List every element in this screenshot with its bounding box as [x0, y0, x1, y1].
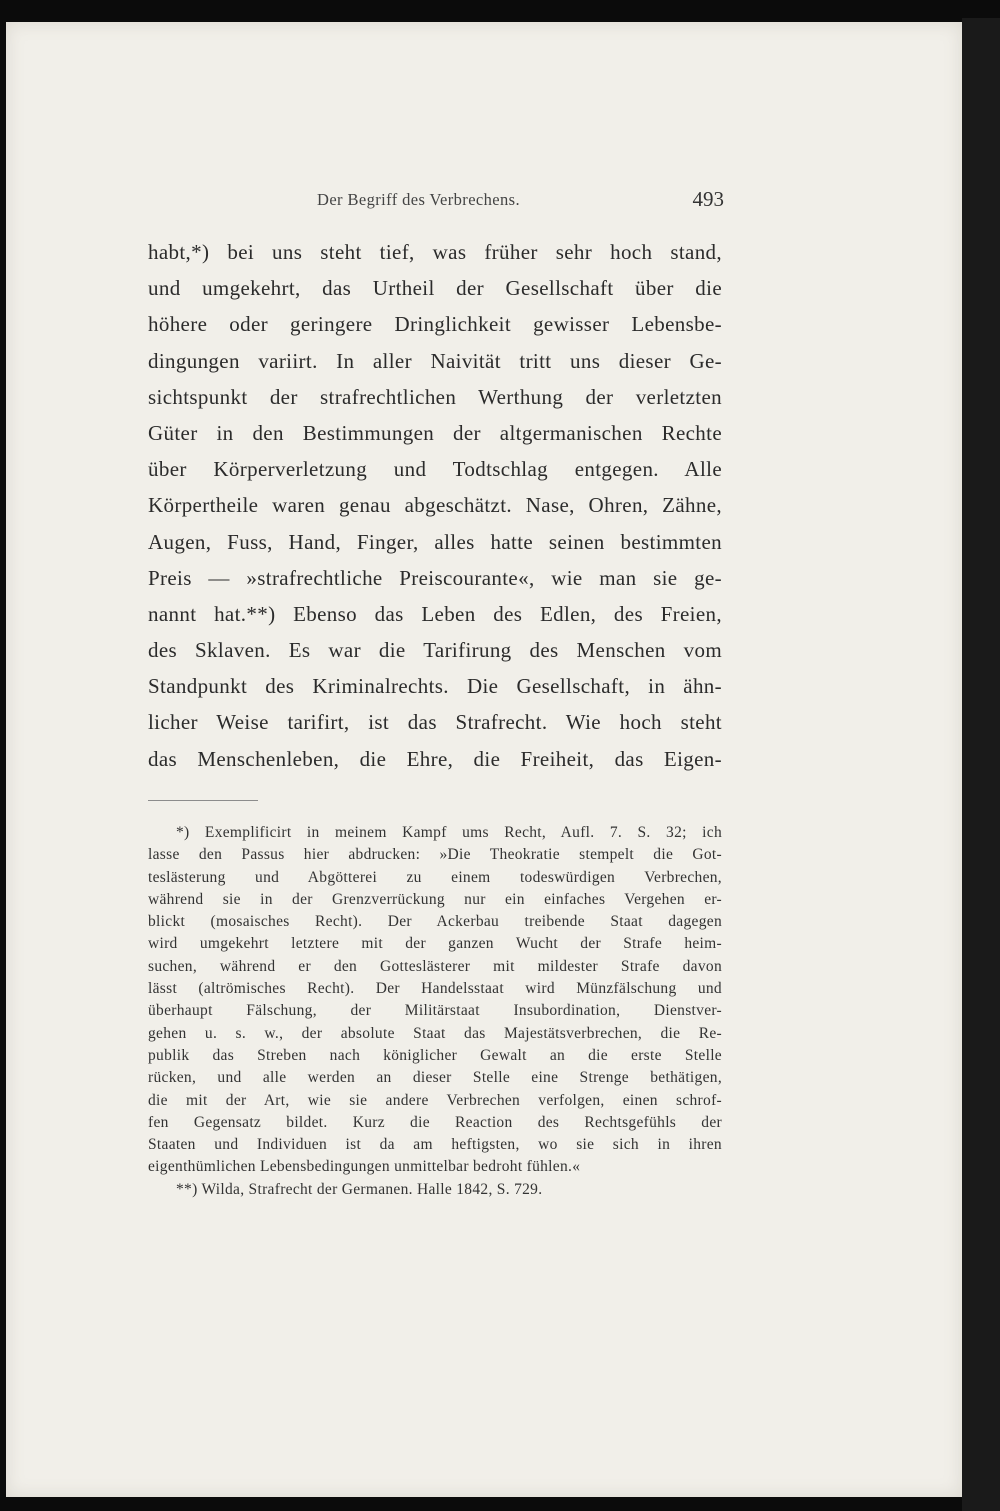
footnote-line: gehen u. s. w., der absolute Staat das Majestätsverbrechen, die Re-: [148, 1024, 722, 1042]
text-line: nannt hat.**) Ebenso das Leben des Edlen, des Freien,: [148, 601, 722, 626]
running-head: Der Begriff des Verbrechens.: [317, 190, 521, 209]
footnote-line: *) Exemplificirt in meinem Kampf ums Recht, Aufl. 7. S. 32; ich: [176, 824, 722, 841]
main-text: [148, 234, 722, 777]
footnote-line: überhaupt Fälschung, der Militärstaat Insubordination, Dienstver-: [148, 1002, 722, 1020]
footnote-line: Staaten und Individuen ist da am heftigsten, wo sie sich in ihren: [148, 1136, 722, 1154]
footnote-line: lässt (altrömisches Recht). Der Handelsstaat wird Münzfälschung und: [148, 980, 722, 998]
text-line: Standpunkt des Kriminalrechts. Die Gesellschaft, in ähn-: [148, 674, 722, 699]
text-line: des Sklaven. Es war die Tarifirung des Menschen vom: [148, 638, 722, 663]
footnote-line: die mit der Art, wie sie andere Verbrechen verfolgen, einen schrof-: [148, 1091, 722, 1109]
text-line: Körpertheile waren genau abgeschätzt. Nase, Ohren, Zähne,: [148, 493, 722, 518]
page-edge-shadow: [962, 18, 1000, 1511]
footnote-separator: [148, 800, 258, 801]
footnote-line: wird umgekehrt letztere mit der ganzen Wucht der Strafe heim-: [148, 935, 722, 953]
text-line: dingungen variirt. In aller Naivität tritt uns dieser Ge-: [148, 348, 722, 373]
footnote-line: teslästerung und Abgötterei zu einem todeswürdigen Verbrechen,: [148, 868, 722, 886]
footnotes: [148, 822, 722, 1201]
text-line: sichtspunkt der strafrechtlichen Werthung der verletzten: [148, 384, 722, 409]
footnote-line: blickt (mosaisches Recht). Der Ackerbau treibende Staat dagegen: [148, 913, 722, 931]
page-number: 493: [692, 187, 724, 211]
text-line: Güter in den Bestimmungen der altgermanischen Rechte: [148, 420, 722, 445]
footnote-line: publik das Streben nach königlicher Gewalt an die erste Stelle: [148, 1046, 722, 1064]
footnote-line: **) Wilda, Strafrecht der Germanen. Halle 1842, S. 729.: [176, 1180, 543, 1198]
page-header: [142, 170, 724, 210]
footnote-line: lasse den Passus hier abdrucken: »Die Theokratie stempelt die Got-: [148, 846, 722, 864]
text-line: licher Weise tarifirt, ist das Strafrecht. Wie hoch steht: [148, 710, 722, 735]
footnote-line: fen Gegensatz bildet. Kurz die Reaction des Rechtsgefühls der: [148, 1113, 722, 1131]
text-line: über Körperverletzung und Todtschlag entgegen. Alle: [148, 457, 722, 482]
footnote-line: rücken, und alle werden an dieser Stelle eine Strenge bethätigen,: [148, 1069, 722, 1087]
text-line: habt,*) bei uns steht tief, was früher sehr hoch stand,: [148, 240, 722, 264]
text-line: höhere oder geringere Dringlichkeit gewisser Lebensbe-: [148, 312, 722, 337]
text-line: und umgekehrt, das Urtheil der Gesellschaft über die: [148, 276, 722, 301]
text-line: das Menschenleben, die Ehre, die Freiheit, das Eigen-: [148, 746, 722, 771]
footnote-line: suchen, während er den Gotteslästerer mit mildester Strafe davon: [148, 957, 722, 975]
text-line: Preis — »strafrechtliche Preiscourante«, wie man sie ge-: [148, 565, 722, 590]
footnote-line: während sie in der Grenzverrückung nur ein einfaches Vergehen er-: [148, 890, 722, 908]
text-line: Augen, Fuss, Hand, Finger, alles hatte seinen bestimmten: [148, 529, 722, 554]
footnote-line: eigenthümlichen Lebensbedingungen unmittelbar bedroht fühlen.«: [148, 1158, 581, 1176]
